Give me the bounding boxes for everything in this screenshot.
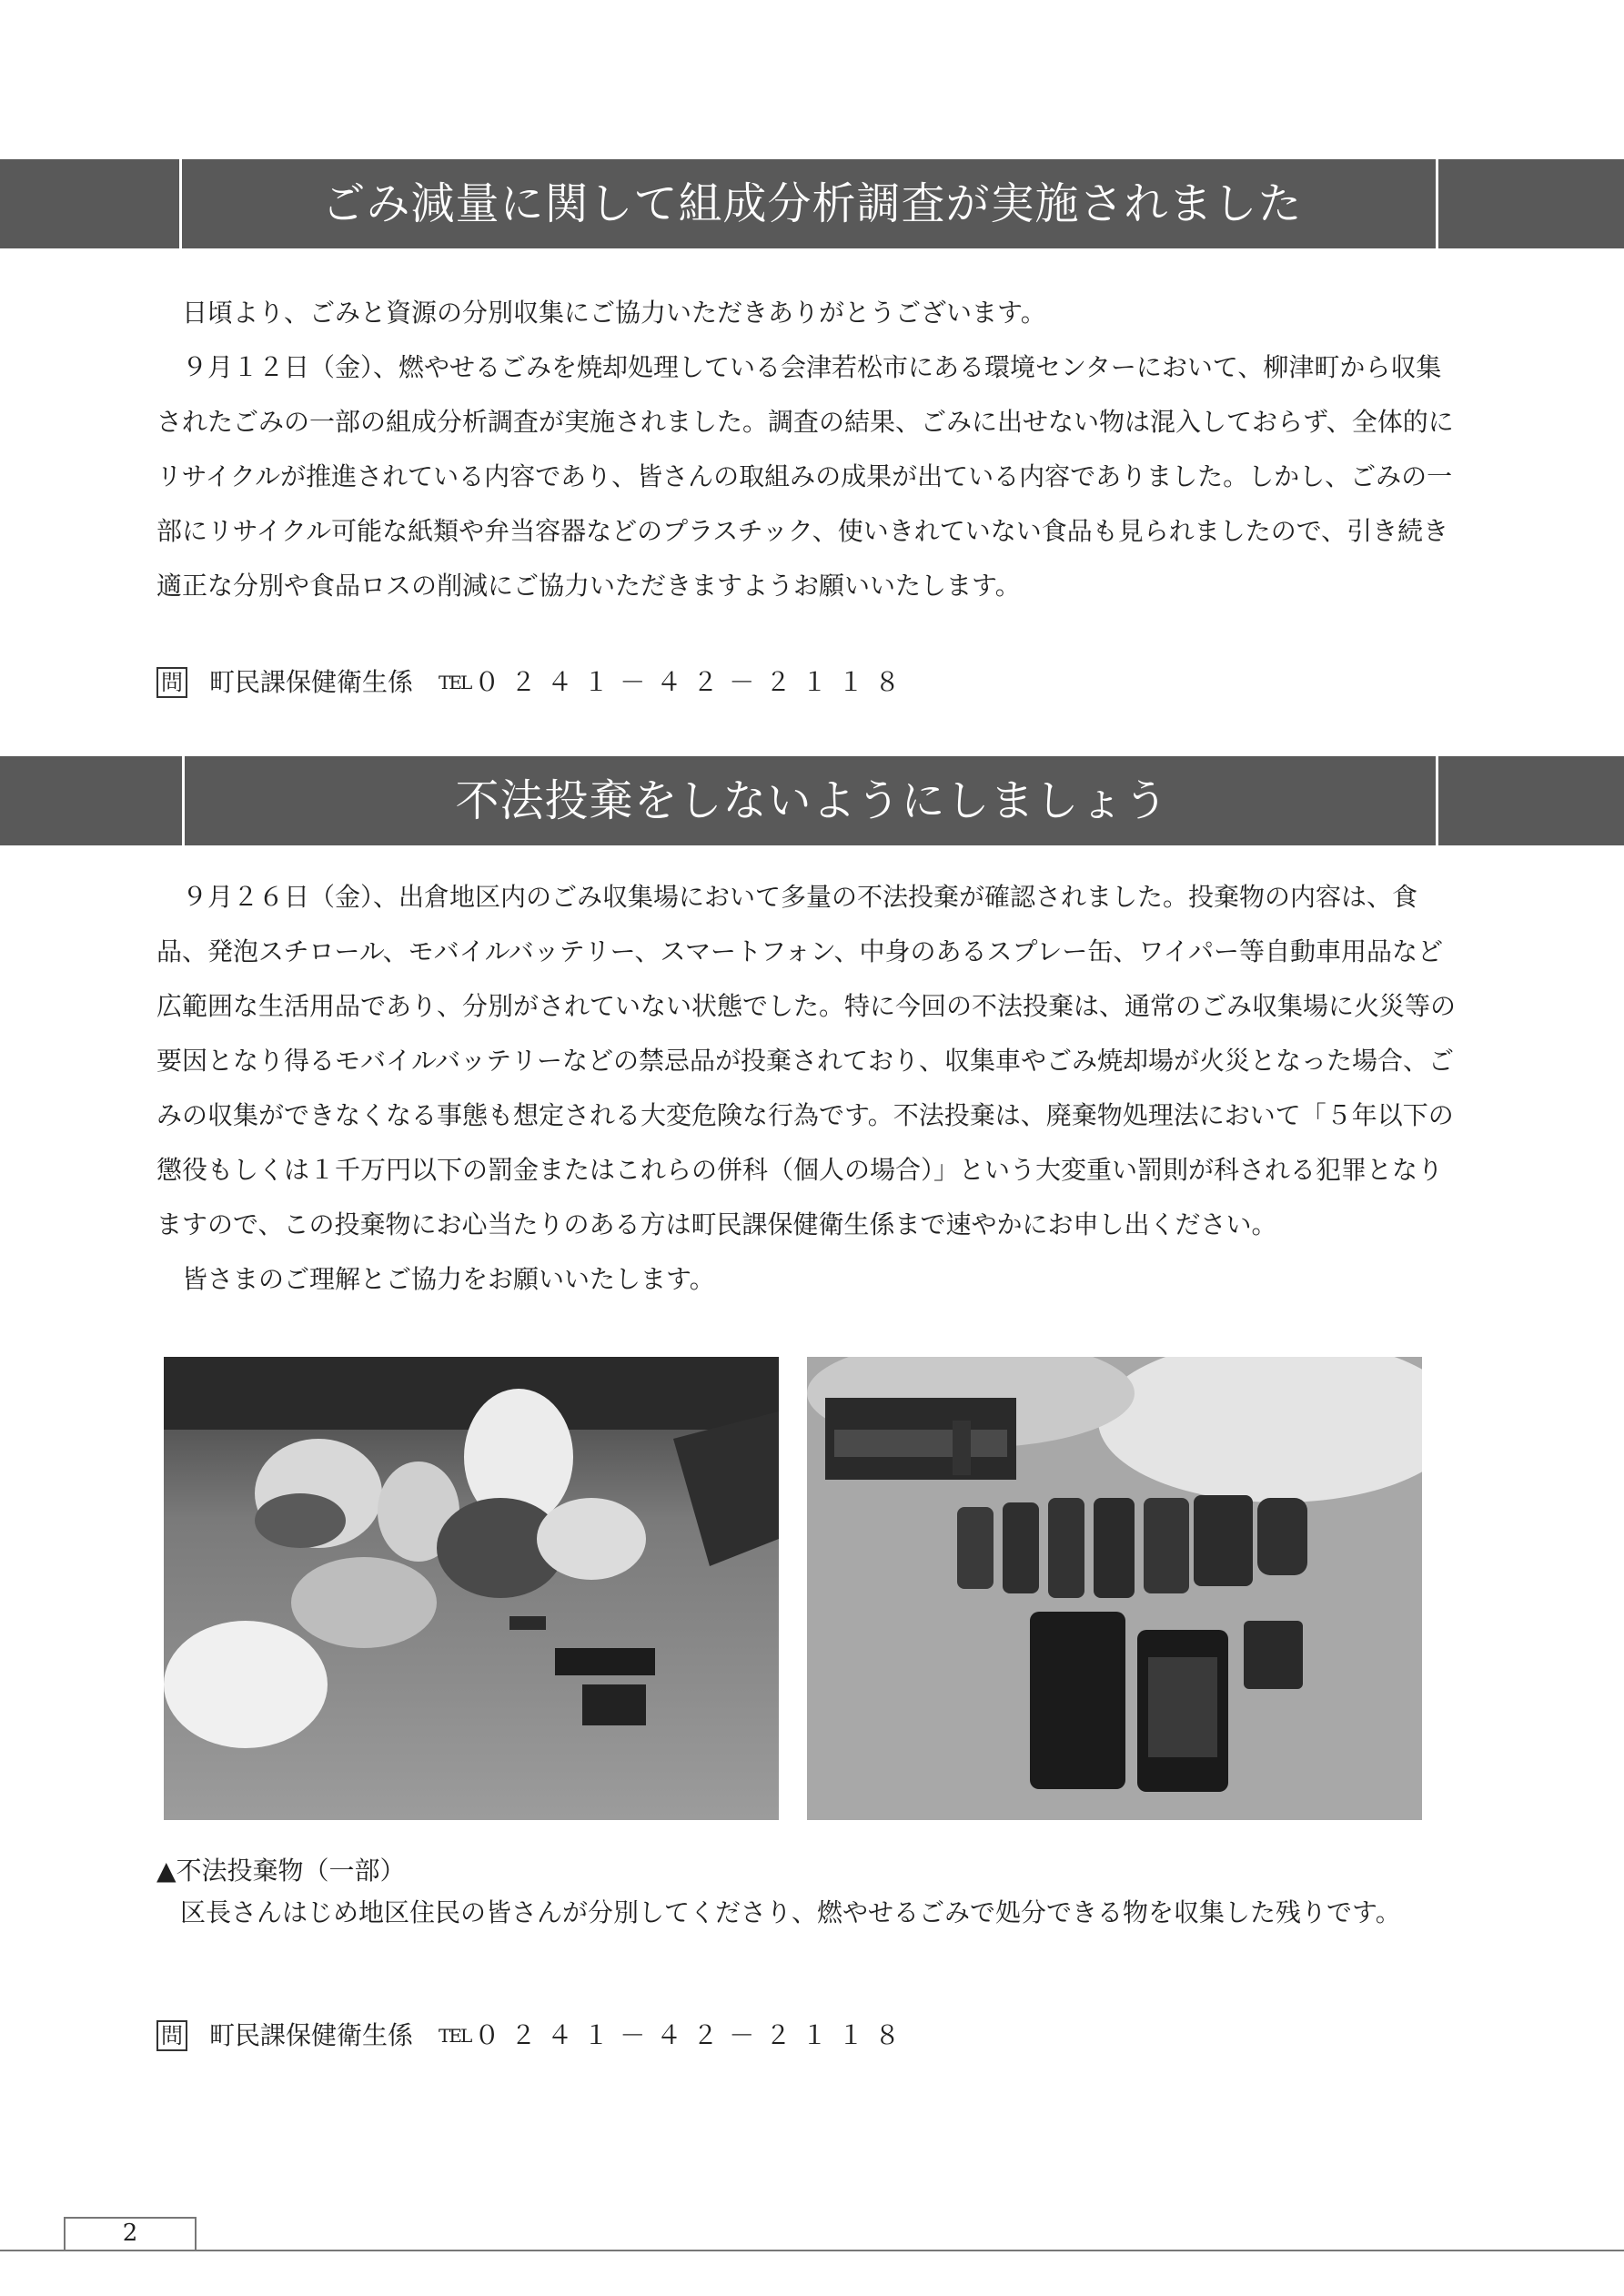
contact-department: 町民課保健衛生係	[209, 2020, 414, 2050]
page-number: 2	[122, 2220, 138, 2247]
section1-title: ごみ減量に関して組成分析調査が実施されました	[321, 178, 1303, 229]
section1-header	[0, 159, 1624, 248]
section2-title: 不法投棄をしないようにしましょう	[455, 775, 1169, 826]
inquiry-mark: 問	[156, 2020, 187, 2051]
section2-paragraph: 皆さまのご理解とご協力をお願いいたします。	[182, 1264, 715, 1294]
contact-department: 町民課保健衛生係	[209, 667, 414, 697]
section2-header	[0, 756, 1624, 845]
footer-rule	[0, 2250, 1624, 2251]
photo-dumped-batteries-phones	[807, 1357, 1422, 1820]
tel-mark: TEL	[439, 672, 471, 693]
tel-mark: TEL	[439, 2025, 471, 2047]
section2-body	[156, 870, 1467, 1307]
section2-contact	[156, 2018, 911, 2054]
photo-dumped-garbage-bags	[164, 1357, 779, 1820]
section1-body	[156, 286, 1467, 613]
section1-contact	[156, 664, 911, 701]
inquiry-mark: 問	[156, 667, 187, 698]
contact-phone: ０２４１－４２－２１１８	[474, 667, 912, 697]
contact-phone: ０２４１－４２－２１１８	[474, 2020, 912, 2050]
section1-paragraph: 日頃より、ごみと資源の分別収集にご協力いただきありがとうございます。	[182, 298, 1046, 328]
section1-paragraph: ９月１２日（金）、燃やせるごみを焼却処理している会津若松市にある環境センターにおいて、柳津町から収集されたごみの一部の組成分析調査が実施されました。調査の結果、ごみに出せない物は混入しておらず、全体的にリサイクルが推進されている内容であり、皆さんの取組みの成果が出ている内容でありました。しかし、ごみの一部にリサイクル可能な紙類や弁当容器などのプラスチック、使いきれていない食品も見られましたので、引き続き適正な分別や食品ロスの削減にご協力いただきますようお願いいたします。	[156, 352, 1454, 601]
photo-caption-title: ▲不法投棄物（一部）	[156, 1856, 406, 1886]
section2-paragraph: ９月２６日（金）、出倉地区内のごみ収集場において多量の不法投棄が確認されました。投棄物の内容は、食品、発泡スチロール、モバイルバッテリー、スマートフォン、中身のあるスプレー缶、ワイパー等自動車用品など広範囲な生活用品であり、分別がされていない状態でした。特に今回の不法投棄は、通常のごみ収集場に火災等の要因となり得るモバイルバッテリーなどの禁忌品が投棄されており、収集車やごみ焼却場が火災となった場合、ごみの収集ができなくなる事態も想定される大変危険な行為です。不法投棄は、廃棄物処理法において「５年以下の懲役もしくは１千万円以下の罰金またはこれらの併科（個人の場合）」という大変重い罰則が科される犯罪となりますので、この投棄物にお心当たりのある方は町民課保健衛生係まで速やかにお申し出ください。	[156, 882, 1457, 1239]
photo-caption-text: 区長さんはじめ地区住民の皆さんが分別してくださり、燃やせるごみで処分できる物を収集した残りです。	[180, 1897, 1401, 1927]
